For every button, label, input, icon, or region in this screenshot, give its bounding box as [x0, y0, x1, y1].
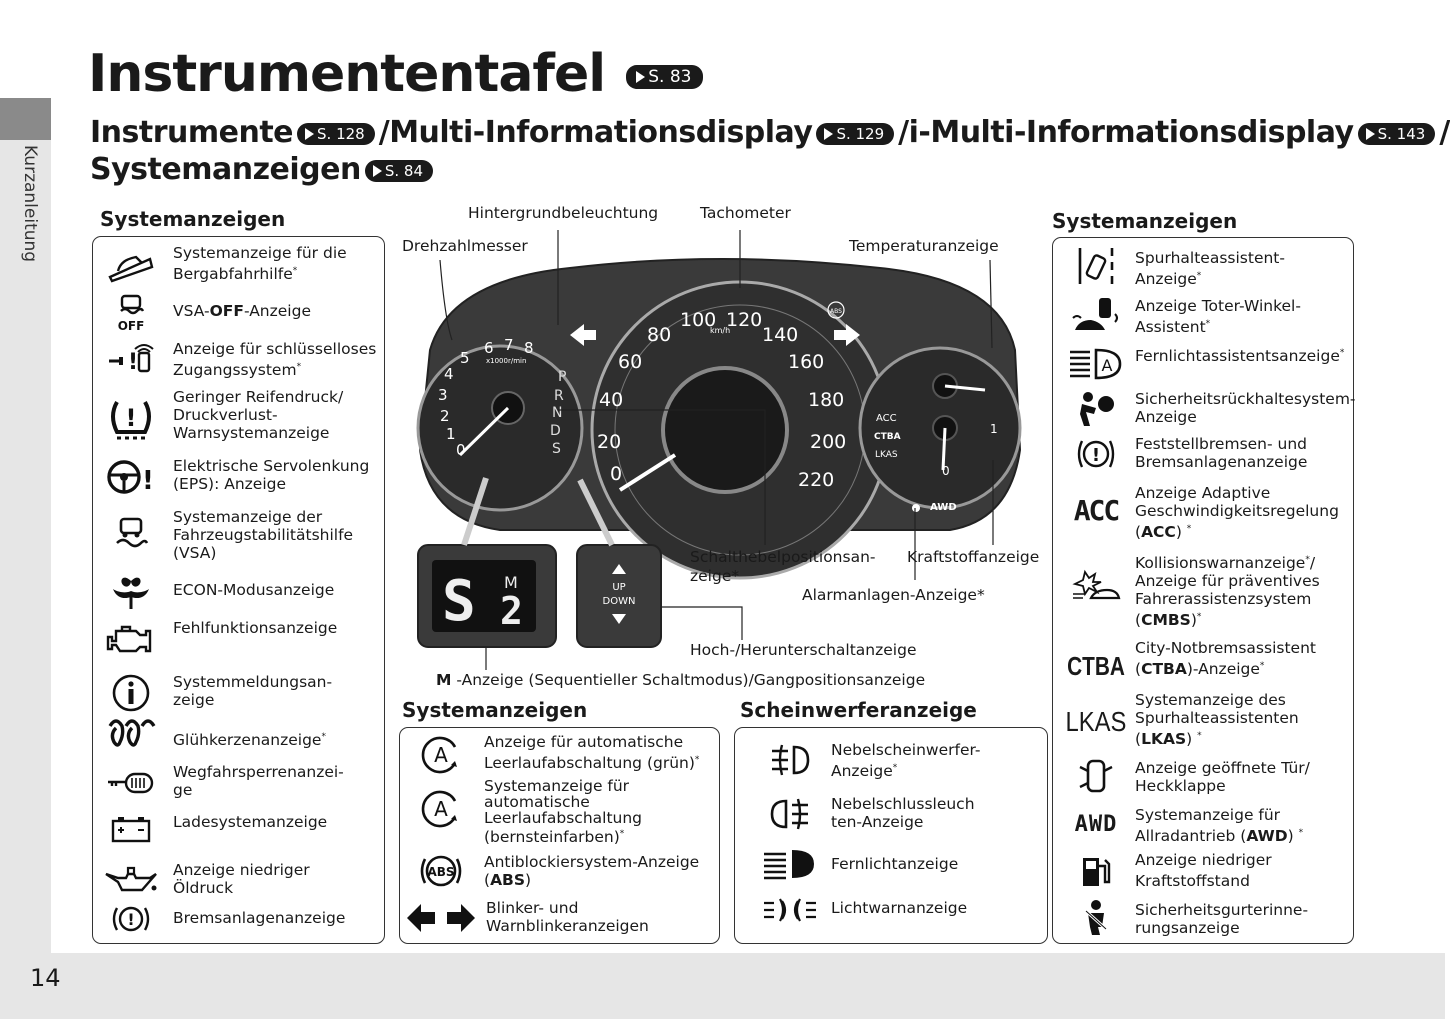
turn-signal-icon — [404, 898, 478, 938]
label-glow-plug: Glühkerzenanzeige* — [173, 731, 326, 750]
rpm-tick-6: 6 — [484, 339, 494, 357]
page-title-text: Instrumententafel — [88, 44, 606, 104]
speed-tick-160: 160 — [788, 351, 825, 373]
cluster-abs-text: ABS — [830, 308, 842, 315]
label-auto-idle-green: Anzeige für automatische Leerlaufabschaltung (grün)* — [484, 733, 700, 773]
oil-icon — [101, 857, 161, 901]
callout-temperature: Temperaturanzeige — [849, 237, 999, 255]
label-collision-warning: Kollisionswarnanzeige*/ Anzeige für präventives Fahrerassistenzsystem (CMBS)* — [1135, 554, 1320, 630]
callout-shift-position: Schalthebelpositionsan- zeige* — [690, 548, 876, 585]
gear-letter-s: S — [552, 441, 561, 457]
leader-updown — [661, 607, 742, 640]
label-door-open: Anzeige geöffnete Tür/ Heckklappe — [1135, 759, 1310, 795]
label-eps: Elektrische Servolenkung (EPS): Anzeige — [173, 457, 370, 493]
battery-icon — [101, 807, 161, 851]
blind-spot-icon — [1061, 294, 1131, 338]
speed-tick-80: 80 — [647, 324, 672, 346]
tire-pressure-icon — [101, 395, 161, 445]
speed-tick-20: 20 — [597, 431, 622, 453]
svg-text:A: A — [1101, 356, 1113, 375]
callout-fuel-gauge: Kraftstoffanzeige — [907, 548, 1040, 566]
rpm-tick-3: 3 — [438, 386, 448, 404]
high-beam-icon — [755, 842, 825, 886]
airbag-icon — [1061, 388, 1131, 432]
rpm-tick-0: 0 — [456, 441, 466, 459]
page-title — [88, 44, 707, 104]
vsa-off-icon — [101, 293, 161, 333]
speed-tick-0: 0 — [610, 463, 623, 485]
auto-idle-amber-icon — [410, 786, 472, 832]
door-open-icon — [1061, 756, 1131, 796]
cluster-acc-text: ACC — [876, 413, 897, 424]
rpm-tick-4: 4 — [444, 365, 454, 383]
cluster-awd-text: AWD — [930, 502, 957, 513]
engine-icon — [101, 617, 161, 661]
svg-text:A: A — [434, 797, 448, 821]
ref-link-s84[interactable]: S. 84 — [365, 160, 433, 182]
gear-display-num: 2 — [500, 589, 523, 633]
fuel-scale-empty: 0 — [942, 464, 950, 478]
side-tab-marker — [0, 98, 51, 140]
subtitle-imid: /i-Multi-Informationsdisplay — [898, 115, 1354, 150]
label-fuel: Anzeige niedriger Kraftstoffstand — [1135, 851, 1272, 890]
fuel-icon — [1061, 852, 1131, 892]
label-auto-idle-amber: Systemanzeige für automatische Leerlaufabschaltung (bernsteinfarben)* — [484, 777, 643, 847]
callout-tachometer: Drehzahlmesser — [402, 237, 528, 255]
fuel-scale-full: 1 — [990, 422, 998, 436]
callout-backlight: Hintergrundbeleuchtung — [468, 204, 659, 222]
abs-icon — [410, 848, 472, 894]
rpm-tick-7: 7 — [504, 336, 514, 354]
label-lane-keeping: Spurhalteassistent- Anzeige* — [1135, 249, 1285, 289]
gear-letter-p: P — [558, 369, 567, 385]
ref-link-s129[interactable]: S. 129 — [816, 123, 894, 145]
callout-m-indicator — [436, 671, 925, 690]
auto-high-beam-icon — [1061, 342, 1131, 386]
label-tire-pressure: Geringer Reifendruck/ Druckverlust- Warnsystemanzeige — [173, 388, 344, 442]
rpm-tick-1: 1 — [446, 425, 456, 443]
arrow-right-icon — [373, 165, 382, 177]
label-battery: Ladesystemanzeige — [173, 813, 328, 831]
label-blind-spot: Anzeige Toter-Winkel- Assistent* — [1135, 297, 1301, 337]
speed-unit: km/h — [710, 326, 731, 335]
speed-tick-60: 60 — [618, 351, 643, 373]
left-panel-header: Systemanzeigen — [100, 207, 286, 231]
side-tab-label: Kurzanleitung — [20, 145, 40, 263]
callout-m-bold: M — [436, 671, 452, 689]
steering-wheel-icon — [101, 455, 161, 499]
down-text: DOWN — [602, 596, 636, 607]
label-parking-brake: Feststellbremsen- und Bremsanlagenanzeige — [1135, 435, 1308, 471]
alarm-indicator-dot — [912, 504, 920, 512]
subtitle-systemanzeigen: Systemanzeigen — [90, 152, 361, 187]
rear-fog-icon — [755, 792, 825, 836]
label-abs: Antiblockiersystem-Anzeige (ABS) — [484, 853, 700, 889]
hill-descent-icon — [101, 245, 161, 285]
up-text: UP — [612, 582, 626, 593]
headlight-panel-header: Scheinwerferanzeige — [740, 698, 977, 722]
svg-text:!: ! — [125, 404, 137, 432]
econ-icon — [101, 569, 161, 613]
speed-tick-140: 140 — [762, 324, 799, 346]
rpm-unit: x1000r/min — [486, 357, 527, 365]
label-parking-lights: Lichtwarnanzeige — [831, 899, 968, 917]
arrow-right-icon — [636, 71, 645, 83]
label-hill-descent: Systemanzeige für die Bergabfahrhilfe* — [173, 244, 347, 284]
svg-text:OFF: OFF — [117, 319, 145, 333]
label-vsa-off: VSA-OFF-Anzeige — [173, 302, 311, 320]
acc-icon: ACC — [1073, 493, 1119, 527]
awd-icon: AWD — [1074, 811, 1118, 837]
label-ctba: City-Notbremsassistent (CTBA)-Anzeige* — [1135, 639, 1316, 679]
speed-tick-220: 220 — [798, 469, 835, 491]
svg-text:!: ! — [128, 350, 139, 375]
label-malfunction: Fehlfunktionsanzeige — [173, 619, 338, 637]
lkas-icon: LKAS — [1065, 706, 1127, 737]
left-indicator-panel — [92, 236, 385, 944]
page-number: 14 — [30, 964, 61, 992]
label-rear-fog: Nebelschlussleuch ten-Anzeige — [831, 795, 975, 831]
gear-letter-r: R — [554, 388, 564, 404]
label-auto-high-beam: Fernlichtassistentsanzeige* — [1135, 347, 1345, 366]
label-immobilizer: Wegfahrsperrenanzei- ge — [173, 763, 344, 799]
rpm-tick-2: 2 — [440, 407, 450, 425]
callout-m-text: -Anzeige (Sequentieller Schaltmodus)/Gangpositionsanzeige — [451, 671, 926, 689]
svg-text:!: ! — [142, 466, 154, 496]
ref-link-s128[interactable]: S. 128 — [297, 123, 375, 145]
label-seatbelt: Sicherheitsgurterinne- rungsanzeige — [1135, 901, 1309, 937]
arrow-right-icon — [305, 128, 314, 140]
footer-bar — [0, 953, 1445, 1019]
right-panel-header: Systemanzeigen — [1052, 209, 1238, 233]
label-info: Systemmeldungsan- zeige — [173, 673, 333, 709]
headlight-indicator-panel — [734, 727, 1048, 944]
label-keyless: Anzeige für schlüsselloses Zugangssystem* — [173, 340, 377, 380]
center-panel-header: Systemanzeigen — [402, 698, 588, 722]
parking-lights-icon — [755, 888, 825, 932]
callout-alarm: Alarmanlagen-Anzeige* — [802, 586, 985, 604]
gear-display-s: S — [442, 569, 476, 634]
speed-tick-120: 120 — [726, 309, 763, 331]
label-front-fog: Nebelscheinwerfer- Anzeige* — [831, 741, 981, 781]
gear-display-m: M — [504, 573, 518, 592]
cluster-lkas-text: LKAS — [875, 450, 898, 460]
collision-warning-icon — [1061, 564, 1131, 608]
brake-icon — [101, 899, 161, 939]
label-lkas: Systemanzeige des Spurhalteassistenten (LKAS) * — [1135, 691, 1299, 749]
subtitle-slash: / — [1439, 115, 1450, 150]
seatbelt-icon — [1061, 898, 1131, 938]
label-airbag: Sicherheitsrückhaltesystem- Anzeige — [1135, 390, 1356, 426]
keyless-access-icon — [101, 337, 161, 377]
speedometer-center-display — [663, 368, 787, 492]
glow-plug-icon — [101, 715, 161, 755]
callout-updown: Hoch-/Herunterschaltanzeige — [690, 641, 917, 659]
cluster-ctba-text: CTBA — [874, 432, 901, 442]
rpm-tick-5: 5 — [460, 349, 470, 367]
svg-text:!: ! — [127, 910, 135, 929]
svg-text:!: ! — [1091, 445, 1101, 466]
front-fog-icon — [755, 738, 825, 782]
rpm-tick-8: 8 — [524, 339, 534, 357]
parking-brake-icon — [1061, 432, 1131, 476]
callout-speedometer: Tachometer — [700, 204, 791, 222]
speed-tick-40: 40 — [599, 389, 624, 411]
vsa-icon — [101, 513, 161, 557]
label-vsa: Systemanzeige der Fahrzeugstabilitätshilfe (VSA) — [173, 508, 354, 562]
speed-tick-100: 100 — [680, 309, 717, 331]
gear-letter-n: N — [552, 405, 563, 421]
arrow-right-icon — [1366, 128, 1375, 140]
gear-letter-d: D — [550, 423, 561, 439]
lane-keeping-icon — [1061, 244, 1131, 288]
label-oil: Anzeige niedriger Öldruck — [173, 861, 310, 897]
label-awd: Systemanzeige für Allradantrieb (AWD) * — [1135, 806, 1304, 846]
center-indicator-panel — [399, 727, 720, 944]
svg-text:ABS: ABS — [427, 865, 455, 879]
label-brake: Bremsanlagenanzeige — [173, 909, 346, 927]
arrow-right-icon — [824, 128, 833, 140]
page-ref-link[interactable]: S. 83 — [626, 65, 703, 89]
ctba-icon: CTBA — [1067, 650, 1125, 681]
speed-tick-200: 200 — [810, 431, 847, 453]
speed-tick-180: 180 — [808, 389, 845, 411]
ref-link-s143[interactable]: S. 143 — [1358, 123, 1436, 145]
svg-text:A: A — [434, 743, 448, 767]
immobilizer-icon — [101, 763, 161, 803]
label-high-beam: Fernlichtanzeige — [831, 855, 959, 873]
label-acc: Anzeige Adaptive Geschwindigkeitsregelung (ACC) * — [1135, 484, 1339, 542]
page-subtitle — [90, 114, 1450, 188]
info-icon — [101, 671, 161, 715]
right-indicator-panel — [1052, 237, 1354, 944]
subtitle-mid: /Multi-Informationsdisplay — [378, 115, 813, 150]
subtitle-instrumente: Instrumente — [90, 115, 294, 150]
auto-idle-green-icon — [410, 732, 472, 778]
label-econ: ECON-Modusanzeige — [173, 581, 335, 599]
label-turn-signal: Blinker- und Warnblinkeranzeigen — [486, 899, 649, 935]
